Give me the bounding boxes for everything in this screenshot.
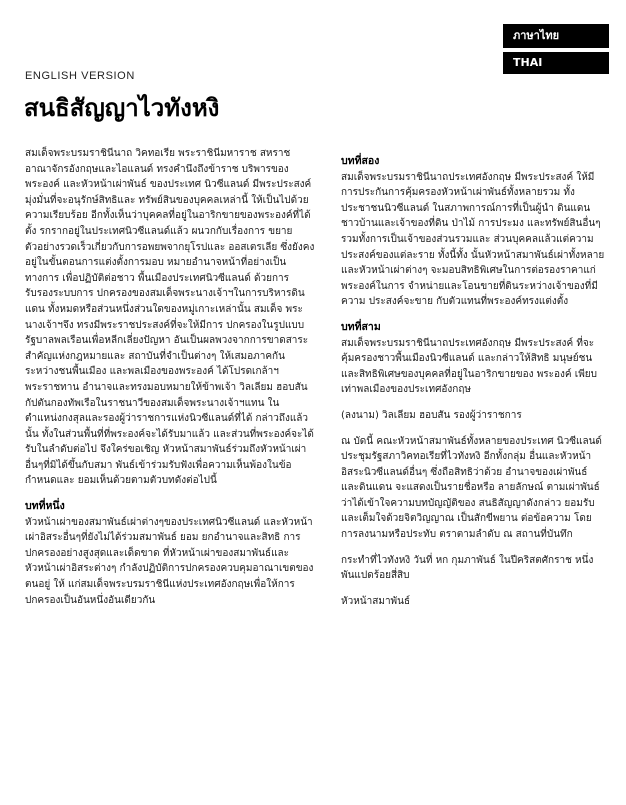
article-three-text: สมเด็จพระบรมราชินีนาถประเทศอังกฤษ มีพระประสงค์ ที่จะคุ้มครองชาวพื้นเมืองนิวซีแลนด์ และกล่าวให้สิทธิ มนุษย์ชนและสิทธิพิเศษของบุคคลที่อยู่ในอาริกขายของ พระองค์ เพียบเท่าพลเมืองของประเทศอังกฤษ xyxy=(341,337,598,396)
english-version-label: ENGLISH VERSION xyxy=(25,70,135,82)
article-two-text: สมเด็จพระบรมราชินีนาถประเทศอังกฤษ มีพระประสงค์ ให้มีการประกันการคุ้มครองหัวหน้าเผ่าพันธ์ทั้งหลายรวม ทั้งประชาชนนิวซีแลนด์ ในสภาพการณ์การที่เป็นผู้นำ ดินแดน ชาวบ้านและเจ้าของที่ดิน ป่าไม้ การประมง และทรัพย์สินอื่นๆ รวมทั้งการเป็นเจ้าของส่วนรวมและ ส่วนบุคคลแล้วแต่ความประสงค์ของแต่ละราย ทั้งนี้ทั้ง นั้นหัวหน้าสมาพันธ์เผ่าทั้งหลายและหัวหน้าเผ่าต่างๆ จะมอบสิทธิพิเศษในการต่อรองราคาแก่พระองค์ในการ จำหน่ายและโอนขายที่ดินระหว่างเจ้าของที่มีความ ประสงค์จะขาย กับตัวแทนที่พระองค์ทรงแต่งตั้ง xyxy=(341,171,605,308)
language-tab-thai-script[interactable]: ภาษาไทย xyxy=(503,24,609,48)
date-line: กระทำที่ไวทังหงิ วันที่ หก กุมภาพันธ์ ในปีคริสตศักราช หนึ่งพันแปดร้อยสี่สิบ xyxy=(341,554,594,582)
article-two-heading: บทที่สอง xyxy=(341,155,380,167)
declaration-paragraph: ณ บัดนี้ คณะหัวหน้าสมาพันธ์ทั้งหลายของประเทศ นิวซีแลนด์ ประชุมรัฐสภาวิคทอเรียที่ไวทังหงิ อีกทั้งกลุ่ม อื่นและหัวหน้าอิสระนิวซีแลนด์อื่นๆ ซึ่งถือสิทธิว่าด้วย อำนาจของเผ่าพันธ์และดินแดน จะแสดงเป็นรายชื่อหรือ ลายลักษณ์ ตามเผ่าพันธ์ว่าได้เข้าใจความบทบัญญัติของ สนธิสัญญาดังกล่าว ยอมรับและเต็มใจด้วยจิตวิญญาณ เป็นสักขีพยาน ต่อข้อความ โดยการลงนามหรือประทับ ตราตามลำดับ ณ สถานที่บันทึก xyxy=(341,435,602,541)
signature-line: (ลงนาม) วิลเลียม ฮอบสัน รองผู้ว่าราชการ xyxy=(341,409,522,421)
page-title: สนธิสัญญาไวทังหงิ xyxy=(24,94,220,122)
article-one-text: หัวหน้าเผ่าของสมาพันธ์เผ่าต่างๆของประเทศนิวซีแลนด์ และหัวหน้าเผ่าอิสระอื่นๆที่ยังไม่ได้ร่วมสมาพันธ์ ยอม ยกอำนาจและสิทธิ การปกครองอย่างสูงสุดและเด็ดขาด ที่หัวหน้าเผ่าของสมาพันธ์และหัวหน้าเผ่าอิสระต่างๆ กำลังปฏิบัติการปกครองควบคุมอาณาเขตของตนอยู่ ให้ แก่สมเด็จพระบรมราชินีแห่งประเทศอังกฤษเพื่อให้การ ปกครองเป็นอันหนึ่งอันเดียวกัน xyxy=(25,516,314,606)
closing-line: หัวหน้าสมาพันธ์ xyxy=(341,595,411,607)
language-tabs xyxy=(503,24,609,74)
left-column xyxy=(25,146,315,618)
preamble-paragraph: สมเด็จพระบรมราชินีนาถ วิคทอเรีย พระราชินีมหาราช สหราชอาณาจักรอังกฤษและไอแลนด์ ทรงคำนึงถึงข้าราช บริพารของพระองค์ และหัวหน้าเผ่าพันธ์ ของประเทศ นิวซีแลนด์ มีพระประสงค์มุ่งมั่นที่จะอนุรักษ์สิทธิและ ทรัพย์สินของบุคคลเหล่านี้ ให้เป็นไปด้วยความเรียบร้อย อีกทั้งเห็นว่าบุคคลที่อยู่ในอาริกขายของพระองค์ที่ได้ตั้ง รกรากอยู่ในประเทศนิวซีแลนด์แล้ว ผนวกกับเรื่องการ ขยายตัวอย่างรวดเร็วเกี่ยวกับการอพยพจากยุโรปและ ออสเตรเลีย ซึ่งยังคงอยู่ในขั้นตอนการแต่งตั้งการมอบ หมายอำนาจหน้าที่อย่างเป็นทางการ เพื่อปฏิบัติต่อชาว พื้นเมืองประเทศนิวซีแลนด์ ด้วยการรับรองระบบการ ปกครองของสมเด็จพระนางเจ้าฯในการบริหารดินแดน ทั้งหมดหรือส่วนหนึ่งส่วนใดของหมู่เกาะเหล่านั้น สมเด็จ พระนางเจ้าฯจึง ทรงมีพระราชประสงค์ที่จะให้มีการ ปกครองในรูปแบบรัฐบาลพลเรือนเพื่อหลีกเลี่ยงปัญหา อันเป็นผลพวงจากการขาดสาระสำคัญแห่งกฎหมายและ สถาบันที่จำเป็นต่างๆ ให้เสมอภาคกันระหว่างชนพื้นเมือง และพลเมืองของพระองค์ ได้โปรดเกล้าฯพระราชทาน อำนาจและทรงมอบหมายให้ข้าพเจ้า วิลเลียม ฮอบสัน กัปตันกองทัพเรือในราชนาวีของสมเด็จพระนางเจ้าฯแทน ในตำแหน่งกงสุลและรองผู้ว่าราชการแห่งนิวซีแลนด์ที่ได้ กล่าวถึงแล้วนั้น ทั้งในส่วนพื้นที่ที่พระองค์จะได้รับมาแล้ว และส่วนที่พระองค์จะได้รับในลำดับต่อไป จึงใคร่ขอเชิญ หัวหน้าสมาพันธ์ร่วมถึงหัวหน้าเผ่าอื่นๆที่มิได้ขึ้นกับสมา พันธ์เข้าร่วมรับฟังเพื่อความเห็นพ้องในข้อกำหนดและ ยอมเห็นด้วยตามตัวบทดังต่อไปนี้ xyxy=(25,148,315,487)
article-one-heading: บทที่หนึ่ง xyxy=(25,500,65,513)
right-column xyxy=(341,154,605,619)
language-tab-thai[interactable]: THAI xyxy=(503,52,609,74)
article-three-heading: บทที่สาม xyxy=(341,320,381,333)
